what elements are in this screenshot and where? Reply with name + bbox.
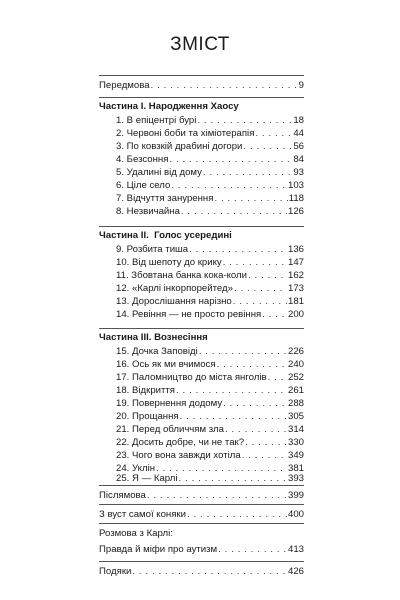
entry-title: 9. Розбита тиша [116,244,189,255]
toc-entry [99,308,304,321]
entry-page: 413 [287,544,304,555]
toc-entry [99,295,304,308]
entry-page: 173 [287,283,304,294]
entry-title: 11. Збовтана банка кока-коли [116,270,248,281]
dot-leader [248,269,287,282]
entry-page: 399 [287,490,304,501]
entry-page: 147 [287,257,304,268]
dot-leader [181,205,287,218]
part-heading: Частина III. Вознесіння [99,332,208,343]
entry-title: 1. В епіцентрі бурі [116,115,197,126]
toc-entry [99,205,304,218]
entry-title: 6. Ціле село [116,180,171,191]
toc-entry [99,423,304,436]
entry-title: 16. Ось як ми вчимося [116,359,216,370]
entry-title: 21. Перед обличчям зла [116,424,224,435]
entry-title: 5. Удалині від дому [116,167,202,178]
toc-entry [99,282,304,295]
toc-entry [99,140,304,153]
entry-page: 56 [293,141,304,152]
toc-entry-preface [99,79,304,92]
entry-title: Післямова [99,490,146,501]
dot-leader [180,410,287,423]
entry-page: 18 [293,115,304,126]
toc-entry [99,114,304,127]
entry-title: 17. Паломництво до міста янголів [116,372,267,383]
divider [99,226,304,227]
entry-title: Передмова [99,80,150,91]
entry-page: 240 [287,359,304,370]
dot-leader [255,127,292,140]
entry-page: 288 [287,398,304,409]
toc-entry [99,256,304,269]
entry-page: 252 [287,372,304,383]
entry-title: 7. Відчуття занурення [116,193,214,204]
dot-leader [233,295,287,308]
toc-entry [99,472,304,485]
entry-title: 12. «Карлі інкорпорейтед» [116,283,233,294]
dot-leader [225,423,287,436]
toc-entry-afterword [99,489,304,502]
toc-entry [99,192,304,205]
toc-entry [99,384,304,397]
toc-entry [99,345,304,358]
toc-entry-conversation [99,543,304,556]
toc-entry [99,153,304,166]
dot-leader [147,489,287,502]
toc-entry [99,179,304,192]
divider [99,504,304,505]
entry-title-line1: Розмова з Карлі: [99,528,173,539]
divider [99,485,304,486]
entry-page: 181 [287,296,304,307]
entry-page: 136 [287,244,304,255]
entry-page: 103 [287,180,304,191]
entry-page: 118 [288,193,304,204]
dot-leader [217,358,287,371]
entry-page: 84 [293,154,304,165]
part-heading: Частина I. Народження Хаосу [99,101,239,112]
entry-page: 305 [287,411,304,422]
dot-leader [176,384,287,397]
entry-title: 13. Дорослішання нарізно [116,296,232,307]
dot-leader [242,449,287,462]
entry-page: 9 [298,80,304,91]
toc-entry-horse [99,508,304,521]
entry-title: 8. Незвичайна [116,206,180,217]
entry-page: 393 [287,473,304,484]
entry-title: 3. По ковзкій драбині догори [116,141,243,152]
divider [99,75,304,76]
entry-title: 18. Відкриття [116,385,176,396]
entry-title: 22. Досить добре, чи не так? [116,437,245,448]
toc-entry [99,127,304,140]
toc-entry [99,243,304,256]
toc-entry [99,410,304,423]
dot-leader [189,243,287,256]
dot-leader [203,166,292,179]
dot-leader [169,153,292,166]
entry-title: 15. Дочка Заповіді [116,346,198,357]
entry-title: Подяки [99,566,132,577]
entry-page: 44 [293,128,304,139]
toc-entry [99,397,304,410]
dot-leader [132,565,287,578]
entry-page: 226 [287,346,304,357]
entry-title: 2. Червоні боби та хіміотерапія [116,128,255,139]
entry-title: 25. Я — Карлі [116,473,178,484]
entry-page: 426 [287,566,304,577]
entry-page: 93 [293,167,304,178]
dot-leader [262,308,287,321]
dot-leader [234,282,287,295]
entry-title: 19. Повернення додому [116,398,223,409]
toc-entry [99,449,304,462]
toc-entry [99,371,304,384]
dot-leader [268,371,287,384]
divider [99,523,304,524]
entry-title: 20. Прощання [116,411,179,422]
entry-title: 23. Чого вона завжди хотіла [116,450,241,461]
entry-title: З вуст самої коняки [99,509,186,520]
entry-title-line2: Правда й міфи про аутизм [99,544,218,555]
entry-page: 314 [287,424,304,435]
entry-title: 24. Уклін [116,463,155,474]
dot-leader [243,140,292,153]
toc-entry-thanks [99,565,304,578]
entry-page: 126 [287,206,304,217]
dot-leader [151,79,298,92]
entry-title: 14. Ревіння — не просто ревіння [116,309,262,320]
dot-leader [223,397,287,410]
entry-title: 10. Від шепоту до крику [116,257,222,268]
entry-page: 162 [287,270,304,281]
dot-leader [218,543,287,556]
toc-entry [99,166,304,179]
entry-page: 349 [287,450,304,461]
divider [99,561,304,562]
entry-page: 200 [287,309,304,320]
dot-leader [171,179,287,192]
part-heading: Частина II. Голос усередині [99,230,232,241]
entry-page: 400 [287,509,304,520]
dot-leader [179,472,287,485]
page-title: ЗМІСТ [170,34,230,55]
dot-leader [214,192,287,205]
divider [99,97,304,98]
dot-leader [197,114,292,127]
dot-leader [199,345,287,358]
divider [99,328,304,329]
entry-page: 381 [287,463,304,474]
entry-page: 330 [287,437,304,448]
dot-leader [223,256,287,269]
entry-title: 4. Безсоння [116,154,169,165]
toc-entry [99,358,304,371]
toc-entry [99,436,304,449]
dot-leader [187,508,287,521]
toc-entry [99,269,304,282]
entry-page: 261 [287,385,304,396]
dot-leader [245,436,287,449]
